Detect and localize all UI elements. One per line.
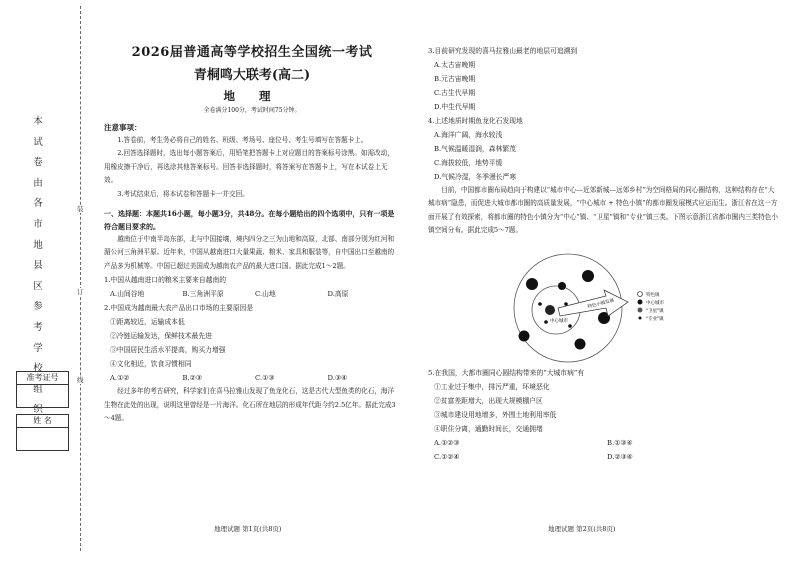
option[interactable]: D.中生代早期 bbox=[434, 103, 476, 111]
town-dot bbox=[582, 270, 594, 282]
legend-icon bbox=[638, 307, 643, 312]
binding-char: 本 bbox=[33, 116, 43, 127]
question-2-options bbox=[104, 371, 400, 385]
center-city-dot bbox=[545, 305, 555, 315]
option[interactable]: A.太古宙晚期 bbox=[434, 61, 476, 69]
name-label: 姓 名 bbox=[17, 415, 68, 428]
binding-char: 学 bbox=[33, 342, 43, 354]
binding-char: 考 bbox=[33, 321, 43, 333]
binding-char: 由 bbox=[33, 177, 43, 189]
binding-char: 组 bbox=[33, 383, 43, 395]
exam-id-label: 准考证号 bbox=[17, 372, 68, 385]
town-dot bbox=[575, 338, 586, 349]
page-2 bbox=[428, 44, 780, 464]
exam-meta: 全卷满分100分，考试时间75分钟。 bbox=[203, 107, 301, 114]
diagram-svg bbox=[428, 246, 780, 366]
notice-item: 1.答卷前，考生务必将自己的姓名、班级、考场号、座位号、考生号填写在答题卡上。 bbox=[117, 136, 368, 144]
binding-char: 市 bbox=[33, 218, 43, 230]
option[interactable]: B.①③④ bbox=[607, 438, 633, 447]
small-town bbox=[568, 324, 572, 328]
question-1-stem: 1.中国从越南进口的粮米主要来自越南的 bbox=[104, 276, 227, 285]
question-5-stem: 5.在我国，大都市圈同心圆结构带来的“大城市病”有 bbox=[428, 368, 585, 377]
binding-char: 地 bbox=[33, 239, 43, 251]
binding-char: 卷 bbox=[33, 157, 43, 169]
center-city-label: 中心城市 bbox=[550, 318, 568, 324]
town-dot bbox=[526, 278, 538, 290]
question-2-item: ④文化相近，饮食习惯相同 bbox=[110, 360, 192, 369]
binding-char: 织 bbox=[33, 404, 43, 416]
option[interactable]: C.山地 bbox=[255, 290, 276, 299]
small-town bbox=[564, 302, 568, 306]
small-town bbox=[544, 320, 548, 324]
legend-icon bbox=[638, 291, 643, 296]
exam-id-box[interactable] bbox=[16, 371, 69, 408]
notice-item: 2.回答选择题时，选出每小题答案后，用铅笔把答题卡上对应题目的答案标号涂黑。如需改动，用橡皮擦干净后，再选涂其他答案标号。回答非选择题时，将答案写在答题卡上，写在本试卷上无效。 bbox=[104, 149, 394, 185]
question-2-item: ③中国居民生活水平提高，购买力增强 bbox=[110, 346, 226, 355]
question-5-item: ④职住分离，通勤时间长，交通拥堵 bbox=[434, 424, 543, 433]
binding-char: 区 bbox=[33, 280, 43, 292]
legend-label: "专业"镇 bbox=[646, 316, 664, 322]
option[interactable]: C.古生代早期 bbox=[434, 89, 476, 97]
question-2-item: ②冷链运输发达，保鲜技术最先进 bbox=[110, 332, 212, 341]
option[interactable]: A.①②③ bbox=[434, 438, 460, 447]
question-2-stem: 2.中国成为越南最大农产品出口市场的主要原因是 bbox=[104, 304, 254, 313]
binding-mark: 订 bbox=[77, 288, 84, 296]
question-5-options-row-2 bbox=[428, 450, 780, 464]
binding-char: 参 bbox=[33, 301, 43, 313]
passage-3: 目前，中国都市圈布局趋向于构建以“城市中心—近郊新城—远郊乡村”为空间格局的同心圈结构，这种结构存在“大城市病”隐患，而促进大城市都市圈的高质量发展，“中心城市 + 特色小镇”的都市圈发展模式应运而生。浙江省在这一方面开展了有效探索，将都市圈的特色小镇分为“中心”镇、“卫星”镇和“专业”镇三类。下图示意浙江省都市圈内三类特色小镇空间分布。据此完成5～7题。 bbox=[428, 186, 778, 235]
passage-2: 经过多年的考古研究，科学家们在喜马拉雅山发现了鱼龙化石，这是古代大型鱼类的化石，海洋生物在此处的出现，说明这里曾经是一片海洋。化石所在地层的形成年代距今约2.5亿年。据此完成3～4题。 bbox=[104, 387, 396, 423]
option[interactable]: B.三角洲平原 bbox=[182, 290, 224, 299]
question-5-options-row-1 bbox=[428, 436, 780, 450]
option[interactable]: A.山间谷地 bbox=[110, 290, 145, 299]
question-5-item: ②贫富差距增大，出现大规模棚户区 bbox=[434, 396, 543, 405]
question-5-item: ③城市建设用地增多，外围土地利用率低 bbox=[434, 410, 557, 419]
binding-char: 校 bbox=[33, 363, 43, 375]
legend-icon bbox=[639, 316, 642, 319]
arrow-label: 特色小镇发展 bbox=[587, 298, 615, 310]
binding-mark: 装 bbox=[77, 205, 84, 213]
option[interactable]: C.①③ bbox=[255, 374, 275, 383]
binding-char: 试 bbox=[33, 136, 43, 148]
town-dot bbox=[558, 282, 566, 290]
option[interactable]: B.气候温暖湿润，森林繁茂 bbox=[434, 145, 516, 153]
option[interactable]: D.③④ bbox=[327, 374, 348, 383]
legend-icon bbox=[638, 299, 643, 304]
option[interactable]: C.海拔较低，地势平缓 bbox=[434, 159, 503, 167]
town-dot bbox=[519, 330, 530, 341]
option[interactable]: D.高原 bbox=[327, 290, 349, 299]
question-5-item: ①工业过于集中，排污严重，环境恶化 bbox=[434, 382, 550, 391]
urban-circle-diagram bbox=[428, 246, 780, 366]
page-1 bbox=[104, 44, 400, 425]
question-1-options bbox=[104, 287, 400, 301]
exam-subtitle: 青桐鸣大联考(高二) bbox=[193, 68, 311, 83]
notice-heading: 注意事项： bbox=[104, 123, 142, 132]
option[interactable]: B.元古宙晚期 bbox=[434, 75, 476, 83]
binding-char: 各 bbox=[33, 198, 43, 210]
question-3-stem: 3.目前研究发现的喜马拉雅山最老的地层可追溯到 bbox=[428, 47, 578, 55]
binding-strip bbox=[0, 0, 92, 561]
option[interactable]: A.海洋广阔，海水较浅 bbox=[434, 131, 503, 139]
binding-dashed-line bbox=[80, 6, 81, 551]
section-title: 一、选择题：本题共16小题，每小题3分，共48分。在每小题给出的四个选项中，只有一项是符合题目要求的。 bbox=[104, 209, 395, 232]
page-footer-2: 地理试题 第2页(共8页) bbox=[548, 525, 616, 533]
passage-1: 越南位于中南半岛东部，北与中国接壤，境内四分之三为山地和高原，北部、南部分别为红河和湄公河三角洲平原。近年来，中国从越南进口大量果蔬、粮米、家具和服装等，自中国出口至越南的产品多为机械等。中国已超过美国成为越南农产品的最大进口国。据此完成1～2题。 bbox=[104, 235, 395, 270]
option[interactable]: A.①② bbox=[110, 374, 130, 383]
option[interactable]: C.①②④ bbox=[434, 452, 460, 461]
notice-item: 3.考试结束后，将本试卷和答题卡一并交回。 bbox=[117, 189, 249, 198]
question-4-stem: 4.上述地质时期鱼龙化石发现地 bbox=[428, 117, 523, 125]
subject-title: 地 理 bbox=[223, 89, 281, 103]
legend-label: "卫星"镇 bbox=[646, 308, 664, 314]
binding-char: 县 bbox=[33, 260, 43, 272]
small-town bbox=[538, 302, 542, 306]
legend-label: 中心城市 bbox=[646, 300, 664, 306]
option[interactable]: D.气候冷湿，冬季漫长严寒 bbox=[434, 173, 517, 181]
option[interactable]: D.②③④ bbox=[607, 452, 633, 461]
name-box[interactable] bbox=[16, 414, 69, 451]
exam-title: 2026届普通高等学校招生全国统一考试 bbox=[131, 45, 373, 60]
question-2-item: ①距离较近，运输成本低 bbox=[110, 318, 185, 327]
legend-label: 特色镇 bbox=[646, 292, 660, 298]
option[interactable]: B.②③ bbox=[182, 374, 202, 383]
page-footer-1: 地理试题 第1页(共8页) bbox=[214, 525, 282, 533]
binding-mark: 线 bbox=[77, 376, 84, 384]
